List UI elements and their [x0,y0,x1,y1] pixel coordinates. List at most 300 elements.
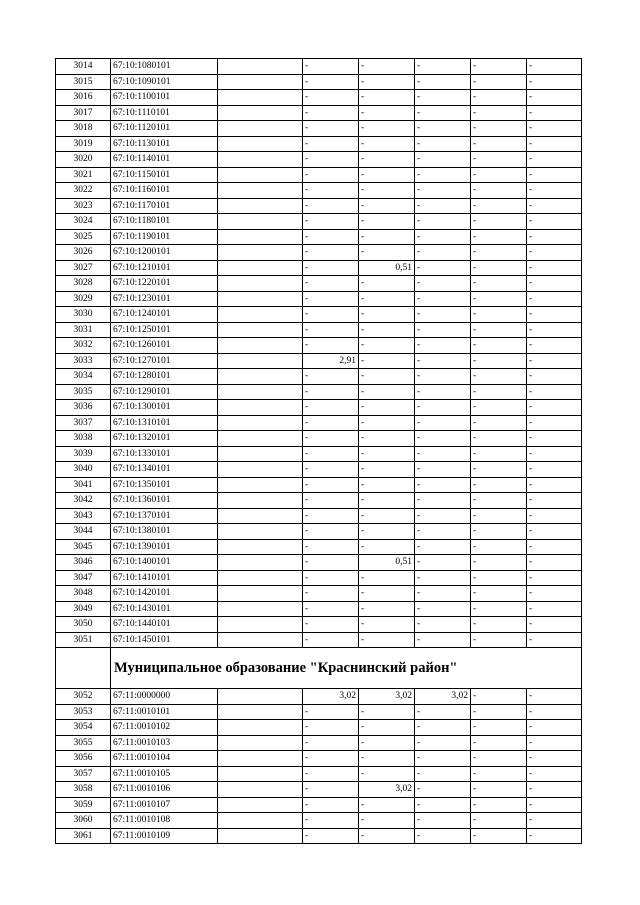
cadastral-code: 67:11:0010101 [111,704,218,720]
value-cell: - [527,508,582,524]
row-number: 3024 [56,214,111,230]
table-row [56,555,582,571]
value-cell: - [415,539,471,555]
value-cell [218,353,303,369]
value-cell: - [415,369,471,385]
row-number: 3035 [56,384,111,400]
value-cell: - [527,570,582,586]
value-cell: - [527,291,582,307]
row-number: 3034 [56,369,111,385]
value-cell: - [415,90,471,106]
table-row [56,183,582,199]
value-cell: - [527,307,582,323]
cadastral-code: 67:10:1270101 [111,353,218,369]
row-number: 3041 [56,477,111,493]
value-cell: - [415,353,471,369]
value-cell: - [415,813,471,829]
table-row [56,539,582,555]
row-number: 3056 [56,751,111,767]
value-cell: - [471,322,527,338]
value-cell: - [303,508,359,524]
value-cell: 0,51 [359,555,415,571]
value-cell: 3,02 [359,689,415,705]
value-cell: - [527,524,582,540]
cadastral-code: 67:10:1140101 [111,152,218,168]
value-cell: - [359,214,415,230]
value-cell: 3,02 [415,689,471,705]
cadastral-code: 67:10:1320101 [111,431,218,447]
value-cell [218,415,303,431]
value-cell [218,828,303,844]
value-cell: - [527,121,582,137]
value-cell: - [359,400,415,416]
value-cell [218,797,303,813]
value-cell [218,369,303,385]
value-cell: - [303,198,359,214]
table-row [56,229,582,245]
cadastral-code: 67:10:1390101 [111,539,218,555]
value-cell: - [527,105,582,121]
value-cell: - [359,632,415,648]
row-number: 3018 [56,121,111,137]
value-cell: - [303,322,359,338]
value-cell: - [303,751,359,767]
cadastral-code: 67:10:1350101 [111,477,218,493]
value-cell: - [303,797,359,813]
value-cell [218,183,303,199]
value-cell: - [527,632,582,648]
value-cell: - [359,477,415,493]
value-cell: - [415,384,471,400]
table-row [56,446,582,462]
value-cell: - [415,632,471,648]
value-cell: - [471,508,527,524]
row-number: 3019 [56,136,111,152]
cadastral-code: 67:10:1110101 [111,105,218,121]
value-cell [218,59,303,75]
row-number: 3021 [56,167,111,183]
value-cell: - [471,704,527,720]
value-cell: - [303,276,359,292]
value-cell: - [303,245,359,261]
value-cell: - [527,245,582,261]
row-number: 3061 [56,828,111,844]
value-cell [218,446,303,462]
value-cell: - [303,384,359,400]
table-row [56,353,582,369]
value-cell: - [527,446,582,462]
row-number: 3058 [56,782,111,798]
value-cell: - [415,229,471,245]
value-cell [218,555,303,571]
value-cell: - [303,524,359,540]
value-cell: - [471,400,527,416]
row-number: 3049 [56,601,111,617]
value-cell [218,167,303,183]
value-cell: - [527,720,582,736]
value-cell: - [527,167,582,183]
table-row [56,59,582,75]
row-number: 3016 [56,90,111,106]
row-number: 3025 [56,229,111,245]
value-cell: - [471,782,527,798]
value-cell [218,617,303,633]
value-cell: - [415,198,471,214]
table-row [56,105,582,121]
cadastral-code: 67:10:1250101 [111,322,218,338]
value-cell [218,735,303,751]
value-cell: - [527,617,582,633]
cadastral-code: 67:10:1230101 [111,291,218,307]
value-cell: - [527,59,582,75]
value-cell: - [303,617,359,633]
table-row [56,782,582,798]
row-number: 3039 [56,446,111,462]
value-cell: - [415,828,471,844]
row-number: 3050 [56,617,111,633]
value-cell: - [303,369,359,385]
table-row [56,689,582,705]
value-cell: - [415,415,471,431]
value-cell: - [527,90,582,106]
value-cell: - [471,90,527,106]
cadastral-code: 67:11:0000000 [111,689,218,705]
value-cell: - [415,400,471,416]
table-row [56,167,582,183]
value-cell: - [303,828,359,844]
value-cell: - [303,586,359,602]
value-cell [218,214,303,230]
value-cell [218,260,303,276]
value-cell: - [527,74,582,90]
table-row [56,704,582,720]
table-row [56,617,582,633]
table-row [56,214,582,230]
value-cell: - [471,828,527,844]
value-cell [218,338,303,354]
cadastral-code: 67:10:1180101 [111,214,218,230]
cadastral-code: 67:11:0010102 [111,720,218,736]
value-cell: - [303,74,359,90]
cadastral-code: 67:10:1300101 [111,400,218,416]
value-cell: - [471,586,527,602]
value-cell: - [527,198,582,214]
value-cell: - [471,617,527,633]
value-cell: - [471,276,527,292]
table-row [56,198,582,214]
value-cell: - [359,183,415,199]
value-cell: - [471,74,527,90]
row-number: 3014 [56,59,111,75]
row-number: 3023 [56,198,111,214]
value-cell: - [359,384,415,400]
row-number: 3047 [56,570,111,586]
value-cell: - [303,735,359,751]
value-cell: - [415,751,471,767]
table-row [56,493,582,509]
value-cell: - [359,338,415,354]
value-cell: - [303,183,359,199]
value-cell: - [415,797,471,813]
row-number: 3053 [56,704,111,720]
value-cell: - [359,291,415,307]
value-cell: - [471,59,527,75]
value-cell: - [527,555,582,571]
value-cell: - [303,782,359,798]
value-cell: - [415,74,471,90]
table-row [56,276,582,292]
value-cell: - [471,291,527,307]
value-cell: - [527,400,582,416]
row-number: 3051 [56,632,111,648]
value-cell: - [359,245,415,261]
value-cell [218,524,303,540]
value-cell: - [471,229,527,245]
value-cell: - [303,539,359,555]
value-cell: - [527,462,582,478]
value-cell: - [471,797,527,813]
table-row [56,121,582,137]
table-row [56,245,582,261]
value-cell: - [471,555,527,571]
value-cell: - [303,400,359,416]
cadastral-code: 67:10:1430101 [111,601,218,617]
value-cell: - [303,477,359,493]
value-cell: - [303,90,359,106]
value-cell: - [415,121,471,137]
cadastral-code: 67:10:1080101 [111,59,218,75]
cadastral-code: 67:10:1450101 [111,632,218,648]
section-header [56,648,582,689]
value-cell: - [359,617,415,633]
table-row [56,400,582,416]
value-cell: - [471,766,527,782]
value-cell: - [471,105,527,121]
cadastral-code: 67:11:0010106 [111,782,218,798]
value-cell: - [415,152,471,168]
table-row [56,307,582,323]
row-number: 3022 [56,183,111,199]
value-cell: - [359,322,415,338]
cadastral-code: 67:10:1170101 [111,198,218,214]
value-cell: 0,51 [359,260,415,276]
value-cell: - [303,229,359,245]
value-cell [218,105,303,121]
value-cell: - [471,751,527,767]
cadastral-code: 67:10:1410101 [111,570,218,586]
row-number: 3043 [56,508,111,524]
table-row [56,291,582,307]
value-cell: - [527,338,582,354]
row-number: 3029 [56,291,111,307]
value-cell [218,508,303,524]
cadastral-code: 67:11:0010108 [111,813,218,829]
table-row [56,90,582,106]
value-cell: - [471,570,527,586]
cadastral-code: 67:10:1310101 [111,415,218,431]
value-cell: - [471,307,527,323]
value-cell: - [303,704,359,720]
value-cell: - [359,229,415,245]
row-number: 3015 [56,74,111,90]
value-cell [218,74,303,90]
value-cell [218,276,303,292]
value-cell: - [527,276,582,292]
table-row [56,751,582,767]
row-number: 3046 [56,555,111,571]
row-number: 3031 [56,322,111,338]
value-cell: - [359,735,415,751]
cadastral-code: 67:10:1370101 [111,508,218,524]
value-cell [218,322,303,338]
value-cell [218,121,303,137]
value-cell: - [303,214,359,230]
value-cell: - [303,167,359,183]
value-cell: - [415,446,471,462]
value-cell: - [359,431,415,447]
value-cell: - [359,720,415,736]
table-row [56,338,582,354]
value-cell: - [359,121,415,137]
row-number: 3033 [56,353,111,369]
value-cell: - [415,570,471,586]
value-cell: - [359,90,415,106]
value-cell [218,136,303,152]
value-cell [218,689,303,705]
value-cell: - [359,167,415,183]
value-cell [218,601,303,617]
value-cell: - [527,260,582,276]
cadastral-code: 67:10:1420101 [111,586,218,602]
cadastral-code: 67:10:1200101 [111,245,218,261]
value-cell: - [415,720,471,736]
cadastral-code: 67:10:1130101 [111,136,218,152]
value-cell: - [471,136,527,152]
cadastral-code: 67:11:0010107 [111,797,218,813]
cadastral-code: 67:11:0010109 [111,828,218,844]
row-number: 3037 [56,415,111,431]
value-cell: - [527,704,582,720]
value-cell [218,720,303,736]
value-cell: - [359,307,415,323]
row-number: 3059 [56,797,111,813]
value-cell: - [303,121,359,137]
value-cell: - [415,167,471,183]
value-cell: - [527,586,582,602]
value-cell: - [527,214,582,230]
table-row [56,828,582,844]
value-cell: - [359,136,415,152]
row-number: 3054 [56,720,111,736]
row-number: 3032 [56,338,111,354]
value-cell: - [303,59,359,75]
value-cell [218,307,303,323]
value-cell: - [471,735,527,751]
value-cell: - [527,813,582,829]
value-cell [218,400,303,416]
value-cell: - [415,307,471,323]
value-cell: - [415,105,471,121]
value-cell: - [359,369,415,385]
value-cell: - [303,291,359,307]
value-cell: - [359,828,415,844]
value-cell: - [415,704,471,720]
cadastral-code: 67:10:1240101 [111,307,218,323]
value-cell: - [471,260,527,276]
value-cell: - [303,766,359,782]
value-cell: - [471,183,527,199]
row-number: 3045 [56,539,111,555]
row-number: 3052 [56,689,111,705]
value-cell: - [359,601,415,617]
table-row [56,477,582,493]
value-cell [218,90,303,106]
table-row [56,601,582,617]
value-cell: - [527,751,582,767]
value-cell [218,462,303,478]
data-table [55,58,582,844]
table-row [56,369,582,385]
value-cell: - [527,183,582,199]
value-cell: - [527,828,582,844]
row-number: 3030 [56,307,111,323]
value-cell: - [527,601,582,617]
value-cell [218,632,303,648]
table-row [56,322,582,338]
value-cell: - [527,766,582,782]
section-title: Муниципальное образование "Краснинский район" [111,648,582,689]
value-cell [218,431,303,447]
row-number: 3055 [56,735,111,751]
value-cell: - [359,570,415,586]
value-cell: - [359,74,415,90]
value-cell: 2,91 [303,353,359,369]
cadastral-code: 67:11:0010103 [111,735,218,751]
value-cell [218,539,303,555]
row-number: 3048 [56,586,111,602]
value-cell: - [303,555,359,571]
value-cell: - [527,353,582,369]
cadastral-code: 67:10:1330101 [111,446,218,462]
value-cell: - [471,446,527,462]
row-number: 3044 [56,524,111,540]
cadastral-code: 67:10:1220101 [111,276,218,292]
table-row [56,74,582,90]
value-cell [218,704,303,720]
value-cell [218,570,303,586]
value-cell: - [415,555,471,571]
cadastral-code: 67:10:1340101 [111,462,218,478]
row-number: 3028 [56,276,111,292]
table-row [56,720,582,736]
value-cell: - [303,136,359,152]
table-row [56,431,582,447]
value-cell: - [415,59,471,75]
value-cell: - [471,415,527,431]
value-cell: - [359,751,415,767]
value-cell: - [359,276,415,292]
cadastral-code: 67:10:1380101 [111,524,218,540]
value-cell: - [303,260,359,276]
value-cell: - [303,152,359,168]
table-row [56,766,582,782]
value-cell: - [359,704,415,720]
value-cell: 3,02 [359,782,415,798]
value-cell [218,229,303,245]
value-cell: - [471,539,527,555]
value-cell [218,198,303,214]
cadastral-code: 67:10:1400101 [111,555,218,571]
